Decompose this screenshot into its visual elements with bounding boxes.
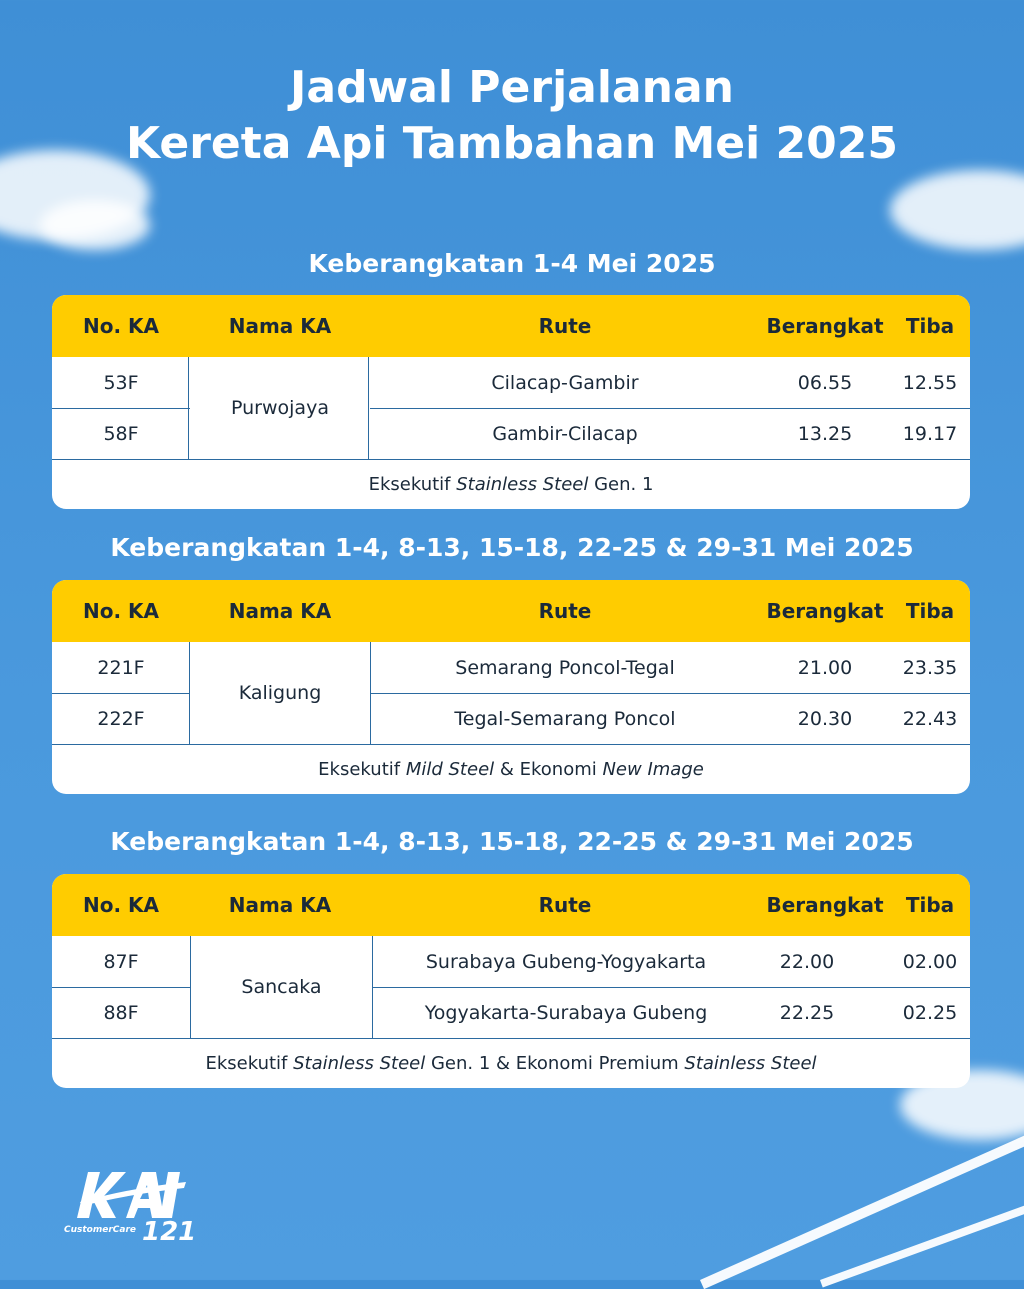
- header-no-ka: No. KA: [82, 893, 159, 917]
- page-title: [0, 60, 1024, 172]
- train-name: Sancaka: [241, 976, 322, 998]
- table-header: [52, 295, 970, 357]
- arrival-time: 12.55: [902, 371, 958, 394]
- note-italic: Stainless Steel: [293, 1053, 426, 1074]
- header-no-ka: No. KA: [82, 599, 159, 623]
- departure-time: 06.55: [797, 371, 853, 394]
- note-italic: Stainless Steel: [684, 1053, 817, 1074]
- schedule-table-2: [52, 580, 970, 794]
- note-italic: New Image: [602, 759, 704, 780]
- train-name: Kaligung: [238, 682, 322, 704]
- train-number: 88F: [103, 1002, 139, 1024]
- route: Gambir-Cilacap: [492, 423, 638, 445]
- departure-time: 21.00: [797, 656, 853, 679]
- header-berangkat: Berangkat: [766, 314, 884, 338]
- note-text: & Ekonomi: [494, 759, 603, 780]
- route: Surabaya Gubeng-Yogyakarta: [425, 950, 707, 973]
- header-berangkat: Berangkat: [766, 599, 884, 623]
- class-note: [52, 460, 970, 509]
- arrival-time: 23.35: [902, 656, 958, 679]
- route: Yogyakarta-Surabaya Gubeng: [424, 1002, 708, 1024]
- stripe-2: [820, 1177, 1024, 1287]
- note-text: Gen. 1: [588, 474, 654, 495]
- header-nama-ka: Nama KA: [228, 893, 332, 917]
- header-rute: Rute: [538, 599, 592, 623]
- logo-number: 121: [142, 1217, 197, 1244]
- kai-logo-mark: [77, 1172, 186, 1218]
- section-title-2: Keberangkatan 1-4, 8-13, 15-18, 22-25 & 29-31 Mei 2025: [110, 533, 914, 562]
- route: Semarang Poncol-Tegal: [455, 656, 675, 679]
- train-number: 58F: [103, 423, 139, 445]
- header-berangkat: Berangkat: [766, 893, 884, 917]
- note-italic: Mild Steel: [405, 759, 495, 780]
- departure-time: 13.25: [797, 423, 853, 445]
- arrival-time: 02.25: [902, 1002, 958, 1024]
- departure-time: 20.30: [797, 708, 853, 730]
- header-tiba: Tiba: [905, 314, 955, 338]
- route: Cilacap-Gambir: [491, 371, 639, 394]
- table-header: [52, 580, 970, 642]
- note-text: Eksekutif: [368, 474, 457, 495]
- train-number: 53F: [103, 371, 139, 394]
- header-tiba: Tiba: [905, 599, 955, 623]
- departure-time: 22.00: [779, 950, 835, 973]
- departure-time: 22.25: [779, 1002, 835, 1024]
- route: Tegal-Semarang Poncol: [454, 708, 676, 730]
- table-body: [52, 642, 970, 745]
- note-text: Gen. 1 & Ekonomi Premium: [425, 1053, 685, 1074]
- kai-logo: [60, 1168, 200, 1244]
- cloud-left-small: [40, 200, 150, 250]
- table-header: [52, 874, 970, 936]
- arrival-time: 22.43: [902, 708, 958, 730]
- class-note: [52, 745, 970, 794]
- schedule-table-3: [52, 874, 970, 1088]
- class-note: [52, 1039, 970, 1088]
- schedule-table-1: [52, 295, 970, 509]
- note-text: Eksekutif: [318, 759, 406, 780]
- section-title-1: Keberangkatan 1-4 Mei 2025: [308, 249, 716, 278]
- header-tiba: Tiba: [905, 893, 955, 917]
- note-italic: Stainless Steel: [456, 474, 589, 495]
- header-nama-ka: Nama KA: [228, 314, 332, 338]
- header-rute: Rute: [538, 314, 592, 338]
- arrival-time: 19.17: [902, 423, 958, 445]
- cloud-right: [890, 170, 1024, 250]
- page-title-line-2: Kereta Api Tambahan Mei 2025: [126, 118, 898, 169]
- table-body: [52, 936, 970, 1039]
- page-title-line-1: Jadwal Perjalanan: [290, 62, 734, 113]
- train-number: 87F: [103, 950, 139, 973]
- train-number: 222F: [97, 708, 145, 730]
- train-name: Purwojaya: [231, 397, 329, 419]
- header-nama-ka: Nama KA: [228, 599, 332, 623]
- note-text: Eksekutif: [205, 1053, 294, 1074]
- header-no-ka: No. KA: [82, 314, 159, 338]
- train-number: 221F: [97, 656, 145, 679]
- logo-customercare: CustomerCare: [64, 1225, 136, 1235]
- section-title-3: Keberangkatan 1-4, 8-13, 15-18, 22-25 & 29-31 Mei 2025: [110, 827, 914, 856]
- header-rute: Rute: [538, 893, 592, 917]
- arrival-time: 02.00: [902, 950, 958, 973]
- table-body: [52, 357, 970, 460]
